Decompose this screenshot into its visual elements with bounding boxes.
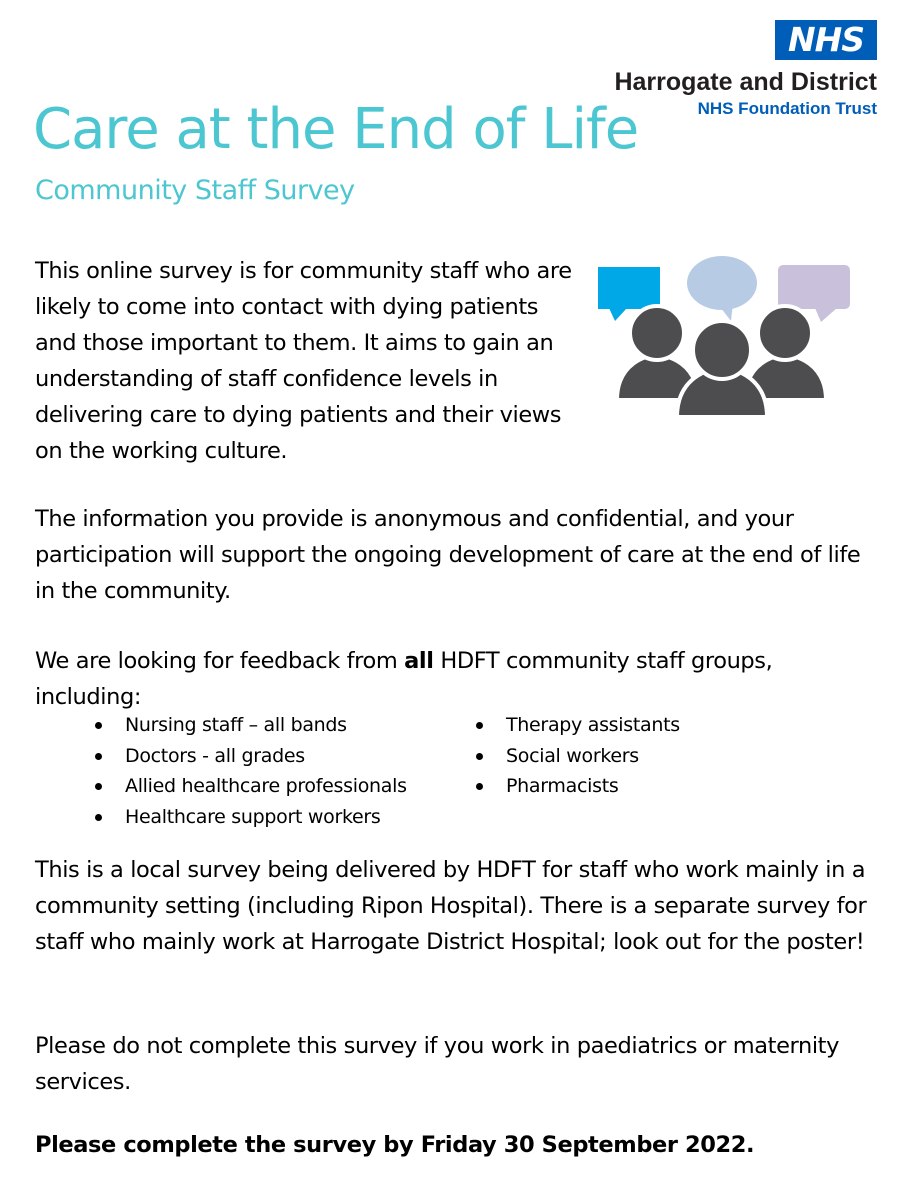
- list-item: Healthcare support workers: [90, 802, 407, 833]
- local-survey-paragraph: This is a local survey being delivered by HDFT for staff who work mainly in a community setting (including Ripon Hospital). There is a separate survey for staff who mainly work at Harrogate District Hospital; look out for the poster!: [35, 857, 867, 955]
- people-speech-bubbles-icon: [595, 255, 857, 420]
- feedback-intro-emphasis: all: [404, 648, 434, 674]
- page-title: Care at the End of Life: [33, 97, 639, 162]
- list-item: Therapy assistants: [471, 710, 680, 741]
- org-subtitle: NHS Foundation Trust: [697, 99, 877, 118]
- feedback-intro-text: We are looking for feedback from: [35, 648, 405, 674]
- feedback-intro-text-end: HDFT community staff groups, including:: [35, 648, 773, 710]
- list-item: Pharmacists: [471, 771, 680, 802]
- deadline-notice: Please complete the survey by Friday 30 September 2022.: [35, 1132, 755, 1158]
- speech-bubble-middle: [687, 256, 757, 321]
- exclusion-paragraph: Please do not complete this survey if you work in paediatrics or maternity services.: [35, 1033, 840, 1095]
- list-item: Allied healthcare professionals: [90, 771, 407, 802]
- feedback-intro: [35, 643, 875, 715]
- staff-groups-list-right: [471, 710, 680, 802]
- page-subtitle: Community Staff Survey: [35, 175, 355, 206]
- list-item: Doctors - all grades: [90, 741, 407, 772]
- list-item: Nursing staff – all bands: [90, 710, 407, 741]
- staff-groups-list-left: [90, 710, 407, 832]
- confidential-paragraph: The information you provide is anonymous and confidential, and your participation will support the ongoing development of care at the end of life in the community.: [35, 506, 861, 604]
- intro-paragraph: This online survey is for community staff who are likely to come into contact with dying patients and those important to them. It aims to gain an understanding of staff confidence levels in delivering care to dying patients and their views on the working culture.: [35, 258, 572, 464]
- list-item: Social workers: [471, 741, 680, 772]
- nhs-logo: NHS: [775, 20, 877, 60]
- org-name: Harrogate and District: [614, 68, 877, 96]
